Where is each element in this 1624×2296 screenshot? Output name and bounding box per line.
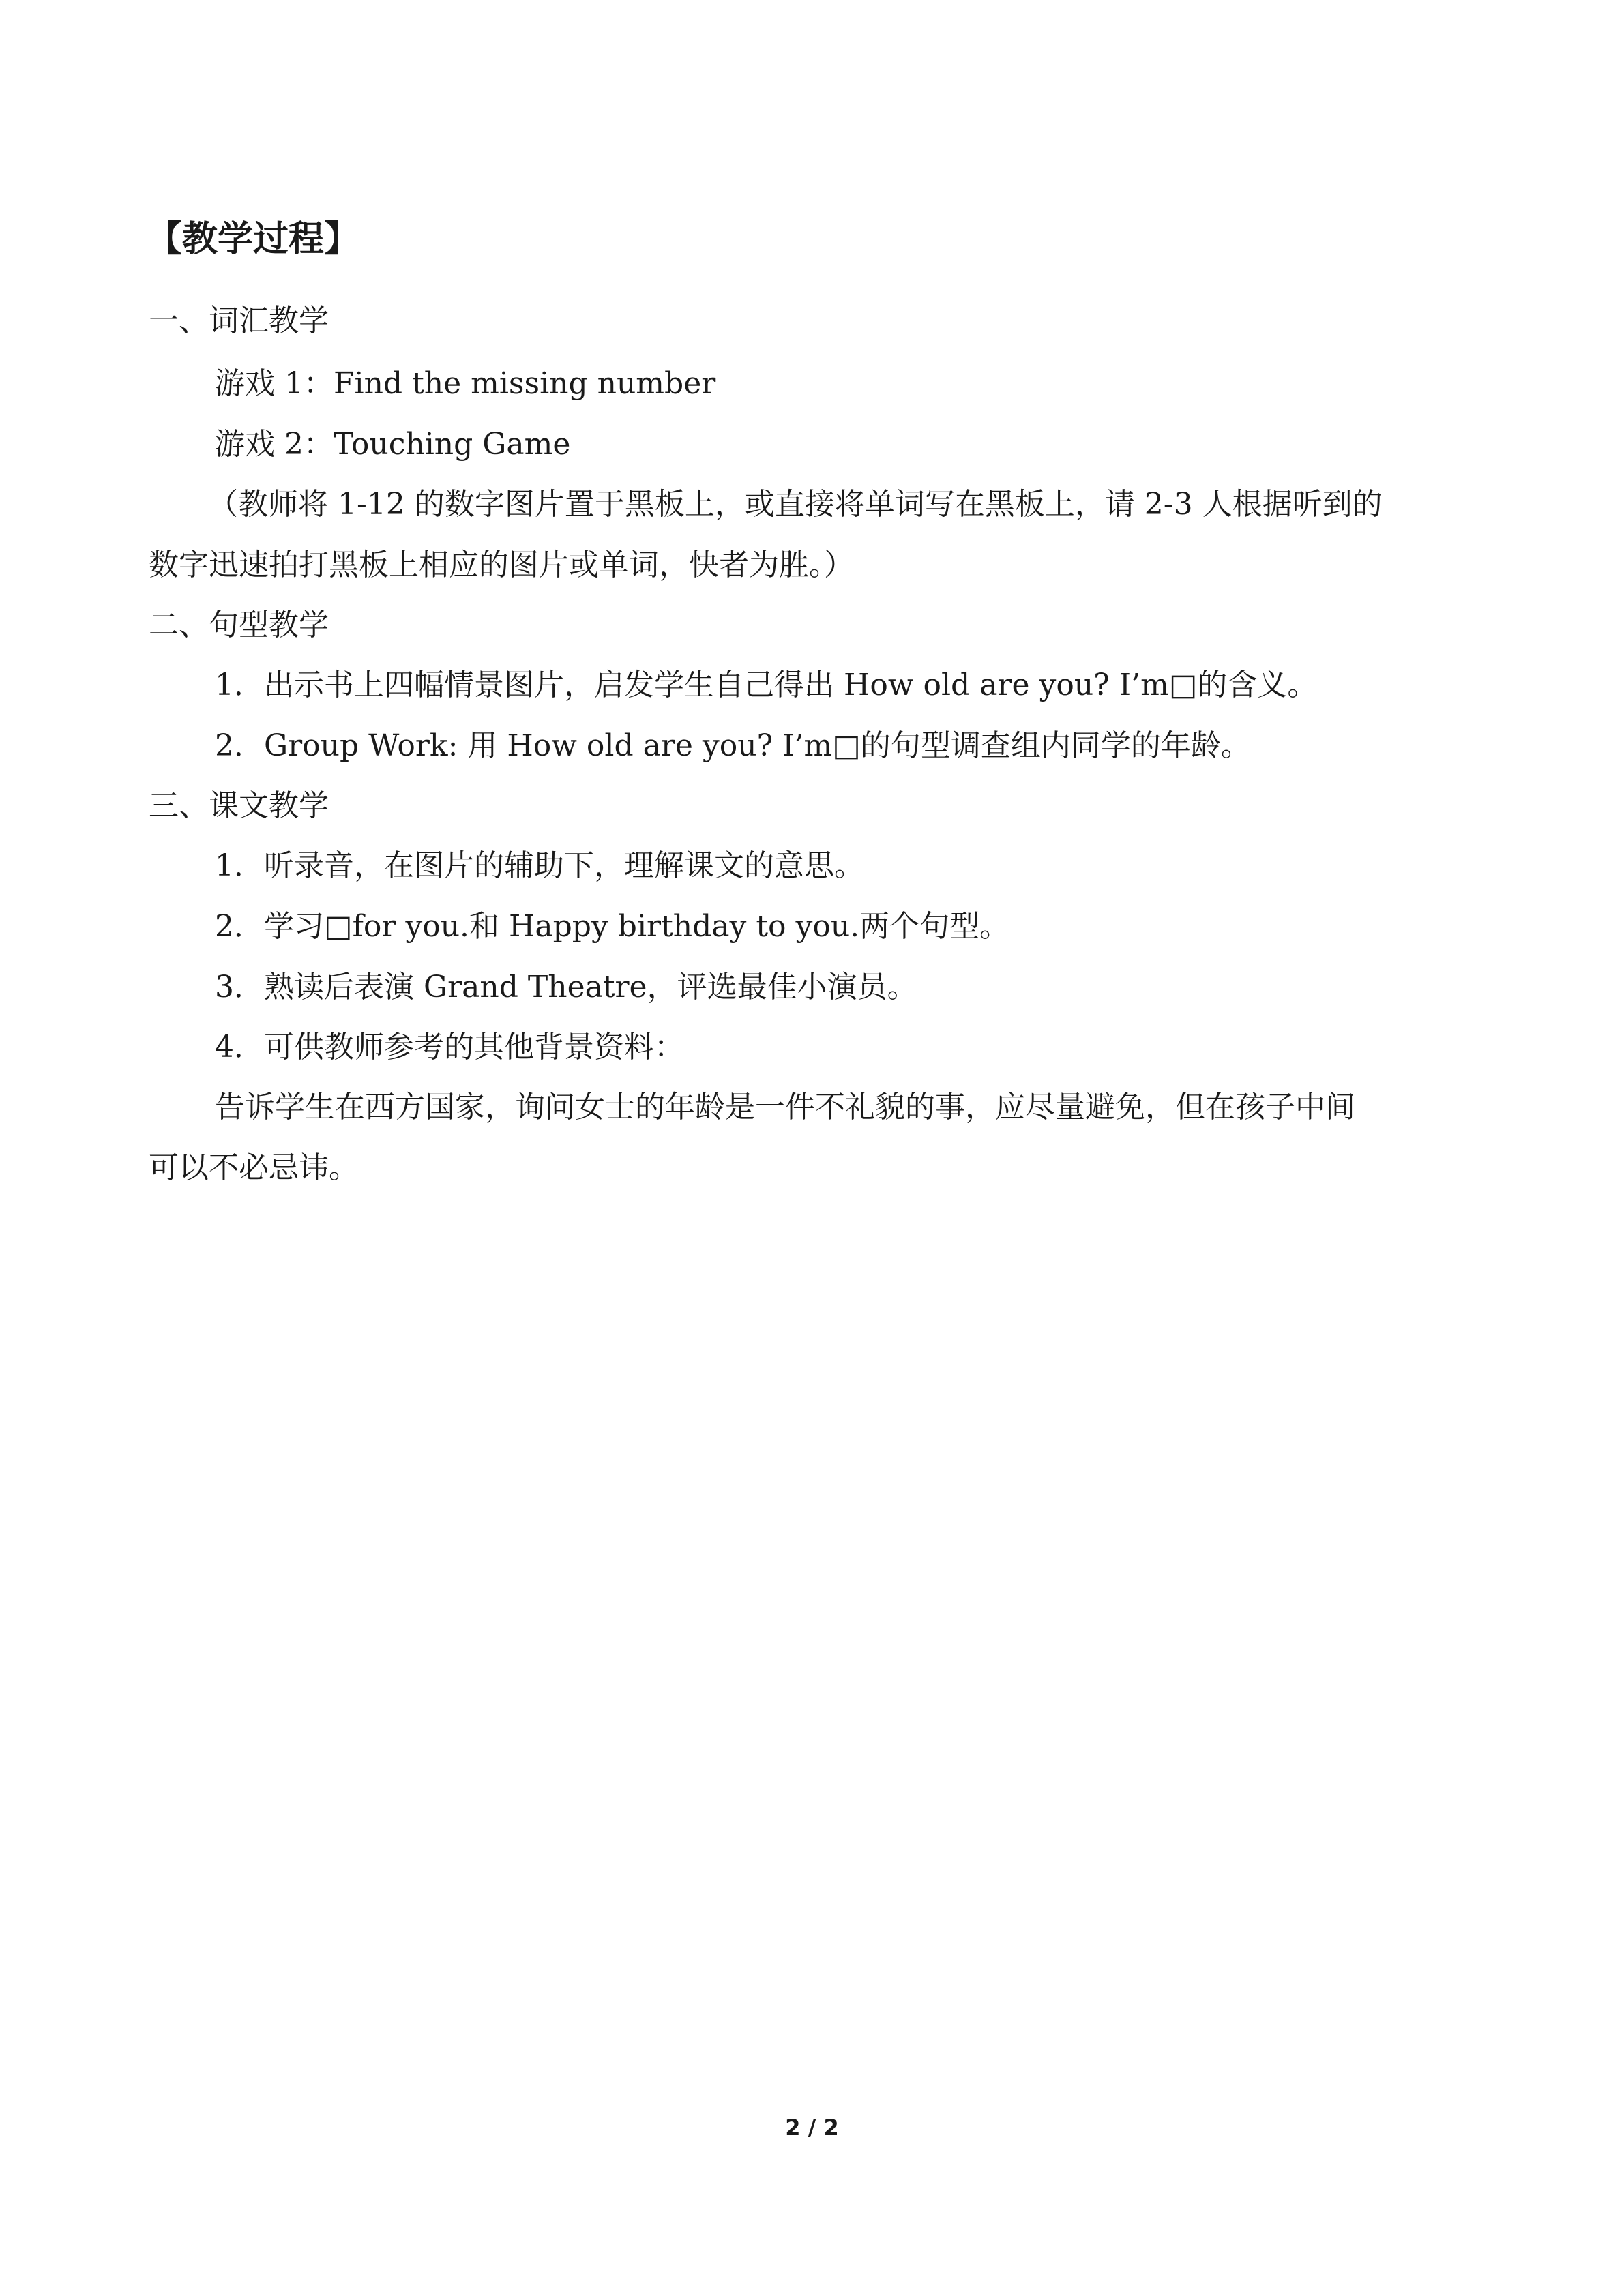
text-item-2: 2．学习□for you.和 Happy birthday to you.两个句型。	[215, 909, 1010, 944]
background-para-line-2: 可以不必忌讳。	[149, 1150, 359, 1185]
page-number: 2 / 2	[785, 2115, 839, 2141]
section-title-sentence: 二、句型教学	[149, 608, 329, 642]
game-2-line: 游戏 2：Touching Game	[215, 427, 571, 462]
game-note-line-2: 数字迅速拍打黑板上相应的图片或单词，快者为胜。）	[149, 548, 854, 582]
section-title-text: 三、课文教学	[149, 788, 329, 823]
section-heading: 【教学过程】	[147, 219, 360, 260]
text-item-1: 1．听录音，在图片的辅助下，理解课文的意思。	[215, 848, 864, 883]
section-title-vocabulary: 一、词汇教学	[149, 303, 329, 338]
sentence-item-2: 2．Group Work: 用 How old are you? I’m□的句型调查组内同学的年龄。	[215, 728, 1251, 763]
game-note-line-1: （教师将 1-12 的数字图片置于黑板上，或直接将单词写在黑板上，请 2-3 人根据听到的	[208, 487, 1383, 522]
text-item-3: 3．熟读后表演 Grand Theatre，评选最佳小演员。	[215, 970, 917, 1004]
game-1-line: 游戏 1：Find the missing number	[215, 366, 716, 401]
sentence-item-1: 1．出示书上四幅情景图片，启发学生自己得出 How old are you? I’m□的含义。	[215, 668, 1318, 702]
background-para-line-1: 告诉学生在西方国家，询问女士的年龄是一件不礼貌的事，应尽量避免，但在孩子中间	[215, 1090, 1355, 1124]
text-item-4: 4．可供教师参考的其他背景资料：	[215, 1030, 684, 1064]
